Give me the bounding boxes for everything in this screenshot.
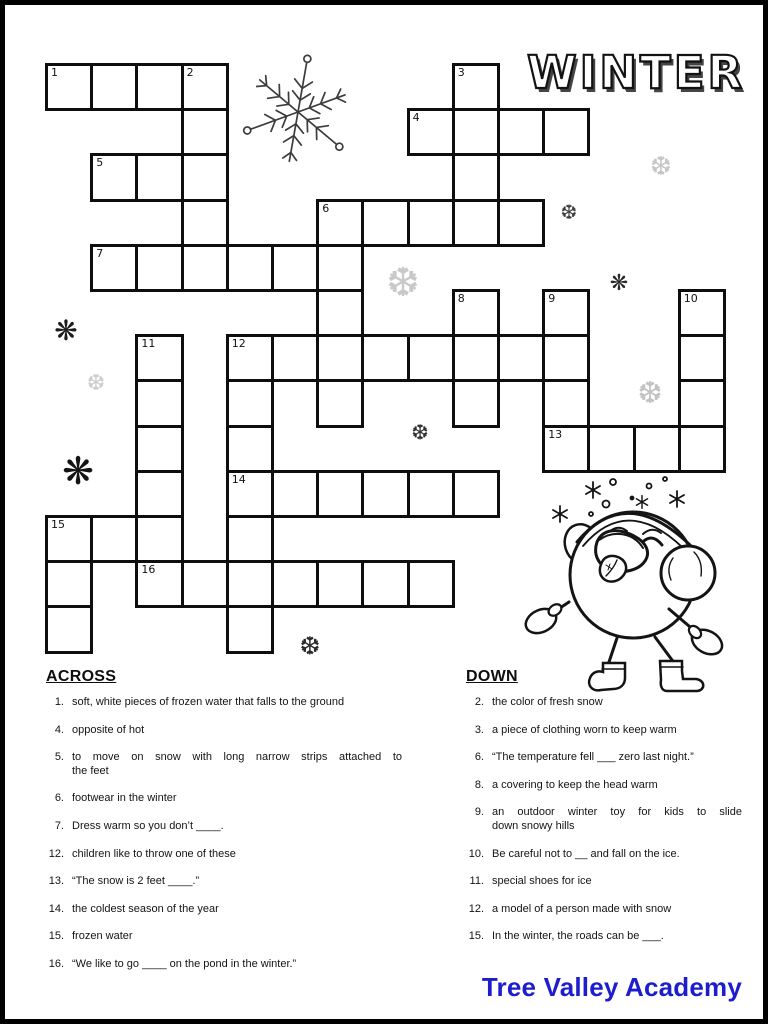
grid-cell	[45, 560, 93, 608]
grid-cell	[542, 425, 590, 473]
clue-number: 1.	[54, 696, 64, 708]
clue-text: a model of a person made with snow	[492, 902, 672, 915]
snowflake-icon: ❆	[299, 631, 321, 661]
grid-cell	[181, 108, 229, 156]
grid-cell	[361, 560, 409, 608]
grid-cell	[452, 289, 500, 337]
grid-cell	[497, 199, 545, 247]
cell-number: 12	[231, 337, 246, 351]
clue-item	[462, 848, 746, 862]
down-clue-list	[462, 696, 746, 944]
clue-number: 10.	[468, 847, 484, 860]
clue-text: frozen water	[72, 930, 133, 943]
clue-number: 15.	[468, 930, 484, 943]
grid-cell	[678, 334, 726, 382]
grid-cell	[542, 108, 590, 156]
snowflake-icon: ❆	[637, 376, 663, 411]
grid-cell	[226, 560, 274, 608]
grid-cell	[316, 244, 364, 292]
grid-cell	[226, 244, 274, 292]
clue-number: 2.	[474, 696, 484, 708]
down-section	[462, 668, 746, 958]
clue-item	[462, 930, 746, 944]
snowflake-icon: ❆	[560, 200, 578, 224]
clue-text: In the winter, the roads can be ___.	[492, 930, 664, 943]
grid-cell	[45, 63, 93, 111]
clue-number: 13.	[48, 875, 64, 888]
grid-cell	[45, 605, 93, 653]
grid-cell	[497, 108, 545, 156]
cell-number: 11	[141, 337, 156, 351]
grid-cell	[90, 63, 138, 111]
grid-cell	[135, 379, 183, 427]
clue-number: 4.	[54, 723, 64, 736]
grid-cell	[135, 244, 183, 292]
clue-text: “The temperature fell ___ zero last night.”	[492, 751, 694, 764]
grid-cell	[633, 425, 681, 473]
cell-number: 15	[51, 518, 65, 531]
grid-cell	[587, 425, 635, 473]
grid-cell	[271, 334, 319, 382]
grid-cell	[452, 470, 500, 518]
snowflake-icon: ❆	[650, 152, 672, 182]
down-heading: DOWN	[466, 668, 518, 685]
snowflake-icon: ❆	[411, 420, 429, 445]
grid-cell	[678, 289, 726, 337]
grid-cell	[135, 153, 183, 201]
clue-item	[42, 792, 404, 806]
grid-cell	[135, 470, 183, 518]
clue-number: 7.	[54, 819, 64, 832]
grid-cell	[407, 108, 455, 156]
grid-cell	[226, 334, 274, 382]
grid-cell	[181, 199, 229, 247]
grid-cell	[452, 153, 500, 201]
grid-cell	[452, 108, 500, 156]
grid-cell	[407, 560, 455, 608]
clue-number: 12.	[48, 847, 64, 860]
grid-cell	[45, 515, 93, 563]
clue-number: 6.	[54, 792, 64, 805]
clue-item	[42, 820, 404, 834]
clue-number: 8.	[474, 778, 484, 791]
clue-item	[42, 696, 404, 710]
left-earmuff	[560, 520, 605, 569]
clue-text: Dress warm so you don’t ____.	[72, 819, 224, 832]
snowflake-icon: ❆	[86, 371, 106, 396]
right-eye	[640, 538, 662, 545]
left-mitten	[522, 604, 560, 637]
clue-item	[462, 806, 746, 833]
grid-cell	[271, 470, 319, 518]
clue-text: an outdoor winter toy for kids to slide down snowy hills	[492, 806, 742, 832]
cell-number: 7	[96, 246, 104, 260]
clue-item	[42, 724, 404, 738]
grid-cell	[271, 560, 319, 608]
clue-item	[462, 903, 746, 917]
grid-cell	[135, 515, 183, 563]
clue-item	[42, 848, 404, 862]
grid-cell	[316, 334, 364, 382]
grid-cell	[497, 334, 545, 382]
grid-cell	[316, 470, 364, 518]
grid-cell	[135, 63, 183, 111]
grid-cell	[181, 560, 229, 608]
grid-cell	[678, 379, 726, 427]
grid-cell	[452, 63, 500, 111]
grid-cell	[542, 289, 590, 337]
cell-number: 1	[51, 66, 58, 79]
clue-number: 9.	[474, 806, 484, 819]
snowball-head	[570, 512, 696, 638]
left-eye	[606, 536, 630, 543]
cell-number: 5	[96, 156, 104, 170]
grid-cell	[316, 560, 364, 608]
clue-item	[462, 875, 746, 889]
grid-cell	[135, 334, 183, 382]
clue-number: 15.	[48, 930, 64, 943]
right-earmuff	[661, 546, 715, 600]
snowflake-icon: ❋	[609, 271, 629, 296]
clue-item	[462, 779, 746, 793]
clue-item	[462, 696, 746, 710]
cell-number: 3	[457, 66, 465, 79]
cell-number: 16	[141, 563, 156, 577]
grid-cell	[226, 605, 274, 653]
clue-text: special shoes for ice	[492, 875, 592, 888]
clue-text: footwear in the winter	[72, 792, 177, 805]
clue-text: “The snow is 2 feet ____.”	[72, 875, 200, 888]
cell-number: 14	[231, 472, 246, 486]
grid-cell	[181, 244, 229, 292]
grid-cell	[226, 379, 274, 427]
mouth	[596, 531, 648, 572]
clue-number: 12.	[468, 902, 484, 915]
grid-cell	[226, 470, 274, 518]
snowflake-icon: ❋	[54, 314, 78, 347]
clue-number: 3.	[474, 723, 484, 736]
across-clue-list	[42, 696, 404, 972]
clue-number: 6.	[474, 751, 484, 764]
clue-number: 5.	[54, 751, 64, 764]
clue-item	[42, 875, 404, 889]
worksheet-title: WINTER	[527, 46, 746, 99]
grid-cell	[361, 470, 409, 518]
clue-item	[462, 751, 746, 765]
clue-text: children like to throw one of these	[72, 847, 236, 860]
cell-number: 13	[548, 427, 563, 441]
grid-cell	[181, 63, 229, 111]
grid-cell	[452, 334, 500, 382]
tongue	[600, 556, 626, 582]
grid-cell	[407, 334, 455, 382]
clue-item	[42, 930, 404, 944]
right-mitten	[688, 625, 727, 659]
grid-cell	[316, 289, 364, 337]
grid-cell	[135, 425, 183, 473]
grid-cell	[226, 515, 274, 563]
clue-number: 14.	[48, 902, 64, 915]
clue-item	[42, 903, 404, 917]
clue-item	[42, 751, 404, 778]
cell-number: 9	[548, 292, 556, 305]
brand-footer: Tree Valley Academy	[481, 972, 742, 1002]
clue-text: “We like to go ____ on the pond in the winter.”	[72, 957, 297, 970]
large-snowflake-illustration	[238, 52, 358, 172]
sparkle-snow-icon	[553, 477, 684, 522]
clue-item	[462, 724, 746, 738]
cell-number: 4	[412, 111, 420, 125]
cell-number: 6	[322, 201, 330, 215]
across-section	[42, 668, 404, 986]
clue-text: soft, white pieces of frozen water that falls to the ground	[72, 696, 345, 708]
grid-cell	[316, 379, 364, 427]
snowflake-icon: ❆	[386, 260, 420, 306]
clue-text: opposite of hot	[72, 723, 145, 736]
clue-item	[42, 958, 404, 972]
across-heading: ACROSS	[46, 668, 117, 685]
clue-number: 16.	[48, 957, 64, 970]
grid-cell	[361, 334, 409, 382]
grid-cell	[90, 244, 138, 292]
grid-cell	[542, 334, 590, 382]
grid-cell	[452, 379, 500, 427]
grid-cell	[271, 244, 319, 292]
grid-cell	[226, 425, 274, 473]
clue-text: a covering to keep the head warm	[492, 778, 658, 791]
grid-cell	[316, 199, 364, 247]
clue-text: the color of fresh snow	[492, 696, 603, 708]
grid-cell	[135, 560, 183, 608]
clue-text: to move on snow with long narrow strips attached to the feet	[72, 751, 402, 777]
clue-number: 11.	[469, 875, 484, 888]
grid-cell	[361, 199, 409, 247]
clue-text: the coldest season of the year	[72, 902, 219, 915]
clue-text: Be careful not to __ and fall on the ice.	[492, 847, 680, 860]
grid-cell	[181, 153, 229, 201]
clue-text: a piece of clothing worn to keep warm	[492, 723, 677, 736]
grid-cell	[407, 470, 455, 518]
grid-cell	[90, 153, 138, 201]
snowflake-icon: ❋	[62, 449, 94, 493]
grid-cell	[452, 199, 500, 247]
grid-cell	[407, 199, 455, 247]
cell-number: 8	[457, 292, 465, 305]
grid-cell	[90, 515, 138, 563]
cell-number: 2	[186, 66, 194, 79]
grid-cell	[542, 379, 590, 427]
grid-cell	[678, 425, 726, 473]
cell-number: 10	[683, 292, 698, 305]
